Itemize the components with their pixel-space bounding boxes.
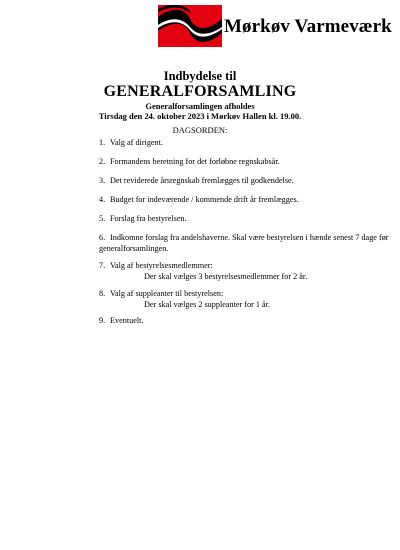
agenda-item-number: 8. — [99, 289, 106, 298]
agenda-item-text: Forslag fra bestyrelsen. — [110, 214, 187, 223]
agenda-item-subtext: Der skal vælges 2 suppleanter for 1 år. — [144, 299, 270, 309]
agenda-item-number: 5. — [99, 214, 106, 223]
invitation-heading: GENERALFORSAMLING — [103, 83, 297, 100]
agenda-item-text: Formandens beretning for det forløbne regnskabsår. — [110, 157, 280, 166]
agenda-item-number: 9. — [99, 316, 106, 325]
agenda-item-6 — [99, 233, 389, 254]
agenda-item-2 — [99, 157, 389, 168]
agenda-item-3 — [99, 176, 389, 187]
agenda-item-number: 7. — [99, 261, 106, 270]
agenda-item-number: 6. — [99, 233, 106, 242]
agenda-item-subtext: Der skal vælges 3 bestyrelsesmedlemmer for 2 år. — [144, 271, 308, 281]
agenda-item-1 — [99, 138, 389, 149]
company-name: Mørkøv Varmeværk — [224, 16, 392, 37]
agenda-item-number: 4. — [99, 195, 106, 204]
agenda-item-number: 1. — [99, 138, 106, 147]
agenda-item-text: Indkomne forslag fra andelshaverne. Skal være bestyrelsen i hænde senest 7 dage før generalforsamlingen. — [99, 233, 389, 253]
agenda-item-number: 3. — [99, 176, 106, 185]
agenda-item-text: Det reviderede årsregnskab fremlægges til godkendelse. — [110, 176, 294, 185]
invitation-date-line: Tirsdag den 24. oktober 2023 i Mørkøv Hallen kl. 19.00. — [98, 111, 302, 121]
agenda-title: DAGSORDEN: — [172, 125, 228, 135]
invitation-line-1: Indbydelse til — [163, 69, 237, 83]
agenda-item-8 — [99, 289, 389, 310]
agenda-item-text: Valg af suppleanter til bestyrelsen: — [110, 289, 224, 298]
invitation-line-3: Generalforsamlingen afholdes — [145, 101, 255, 111]
agenda-item-text: Valg af bestyrelsesmedlemmer: — [110, 261, 213, 270]
agenda-item-5 — [99, 214, 389, 225]
agenda-item-9 — [99, 316, 389, 327]
red-black-wave-logo-icon — [158, 5, 222, 47]
agenda-item-text: Eventuelt. — [110, 316, 144, 325]
invitation-block — [0, 69, 400, 121]
agenda-item-text: Budget for indeværende / kommende drift år fremlægges. — [110, 195, 299, 204]
agenda-item-number: 2. — [99, 157, 106, 166]
agenda-item-4 — [99, 195, 389, 206]
agenda-item-text: Valg af dirigent. — [110, 138, 163, 147]
agenda-item-7 — [99, 261, 389, 282]
